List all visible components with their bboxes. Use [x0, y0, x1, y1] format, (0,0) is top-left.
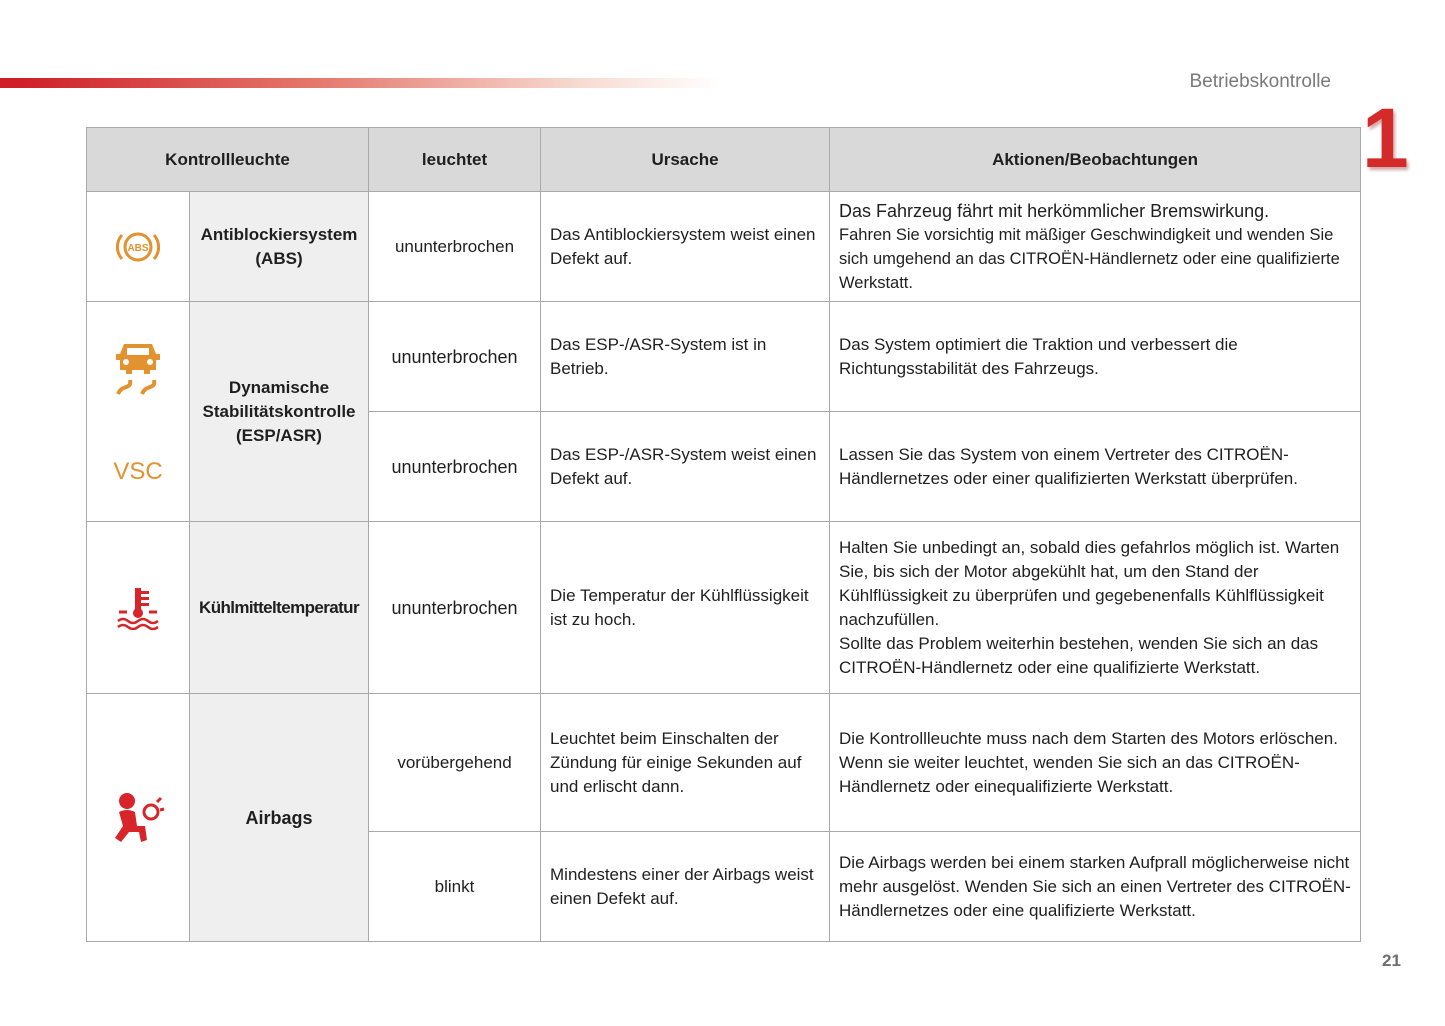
- vsc-label: VSC: [113, 457, 163, 485]
- abs-warning-icon: [88, 227, 188, 267]
- page-number: 21: [1382, 951, 1401, 970]
- abs-cause: Das Antiblockiersystem weist einen Defekt auf.: [541, 192, 830, 302]
- airbag-action-cell-1: [830, 694, 1361, 832]
- airbag-name: Airbags: [190, 694, 369, 942]
- esp-cause-2: Das ESP-/ASR-System weist einen Defekt auf.: [541, 412, 830, 522]
- airbag-icon-cell: [87, 694, 190, 942]
- coolant-temperature-icon: [88, 586, 188, 630]
- abs-action-lead: Das Fahrzeug fährt mit herkömmlicher Bremswirkung.: [839, 200, 1270, 221]
- airbag-action-1b: Wenn sie weiter leuchtet, wenden Sie sich an das CITROËN-Händlernetz oder einequalifizierte Werkstatt.: [839, 752, 1300, 796]
- table-row: [87, 522, 1361, 694]
- airbag-icon: [88, 792, 188, 844]
- coolant-icon-cell: [87, 522, 190, 694]
- esp-action-1: Das System optimiert die Traktion und verbessert die Richtungsstabilität des Fahrzeugs.: [830, 302, 1361, 412]
- airbag-lit-2: blinkt: [369, 832, 541, 942]
- table-row: [87, 694, 1361, 832]
- esp-icon-cell: [87, 302, 190, 522]
- esp-lit-2: ununterbrochen: [369, 412, 541, 522]
- header-accent-bar: [0, 78, 720, 88]
- esp-action-2: Lassen Sie das System von einem Vertreter des CITROËN-Händlernetzes oder einer qualifizierten Werkstatt überprüfen.: [830, 412, 1361, 522]
- coolant-lit: ununterbrochen: [369, 522, 541, 694]
- abs-action-cell: [830, 192, 1361, 302]
- column-header-actions: Aktionen/Beobachtungen: [830, 128, 1361, 192]
- table-row: [87, 302, 1361, 412]
- coolant-name: Kühlmitteltemperatur: [190, 522, 369, 694]
- coolant-cause: Die Temperatur der Kühlflüssigkeit ist zu hoch.: [541, 522, 830, 694]
- column-header-warning-light: Kontrollleuchte: [87, 128, 369, 192]
- abs-name: Antiblockiersystem (ABS): [190, 192, 369, 302]
- coolant-action-cell: [830, 522, 1361, 694]
- table-header-row: [87, 128, 1361, 192]
- esp-cause-1: Das ESP-/ASR-System ist in Betrieb.: [541, 302, 830, 412]
- abs-action: Fahren Sie vorsichtig mit mäßiger Geschwindigkeit und wenden Sie sich umgehend an das CITROËN-Händlernetz oder eine qualifizierte Werkstatt.: [839, 225, 1340, 292]
- esp-lit-1: ununterbrochen: [369, 302, 541, 412]
- airbag-cause-1: Leuchtet beim Einschalten der Zündung für einige Sekunden auf und erlischt dann.: [541, 694, 830, 832]
- column-header-lit: leuchtet: [369, 128, 541, 192]
- abs-icon-cell: [87, 192, 190, 302]
- table-row: [87, 192, 1361, 302]
- abs-lit: ununterbrochen: [369, 192, 541, 302]
- coolant-action-2: Sollte das Problem weiterhin bestehen, wenden Sie sich an das CITROËN-Händlernetz oder eine qualifizierte Werkstatt.: [839, 633, 1319, 677]
- column-header-cause: Ursache: [541, 128, 830, 192]
- chapter-number: 1: [1362, 91, 1409, 185]
- esp-name: Dynamische Stabilitätskontrolle (ESP/ASR): [190, 302, 369, 522]
- section-title: Betriebskontrolle: [1189, 71, 1331, 92]
- coolant-action: Halten Sie unbedingt an, sobald dies gefahrlos möglich ist. Warten Sie, bis sich der Motor abgekühlt hat, um den Stand der Kühlflüssigkeit zu überprüfen und gegebenenfalls Kühlflüssigkeit nachzufüllen.: [839, 537, 1340, 629]
- airbag-cause-2: Mindestens einer der Airbags weist einen Defekt auf.: [541, 832, 830, 942]
- airbag-lit-1: vorübergehend: [369, 694, 541, 832]
- svg-text:ABS: ABS: [127, 242, 149, 254]
- warning-lights-table: [86, 127, 1361, 942]
- skidding-car-icon: [112, 340, 164, 396]
- airbag-action-1: Die Kontrollleuchte muss nach dem Starten des Motors erlöschen.: [839, 728, 1338, 748]
- airbag-action-2: Die Airbags werden bei einem starken Aufprall möglicherweise nicht mehr ausgelöst. Wenden Sie sich an einen Vertreter des CITROËN-Händlernetzes oder eine qualifizierte Werkstatt.: [830, 832, 1361, 942]
